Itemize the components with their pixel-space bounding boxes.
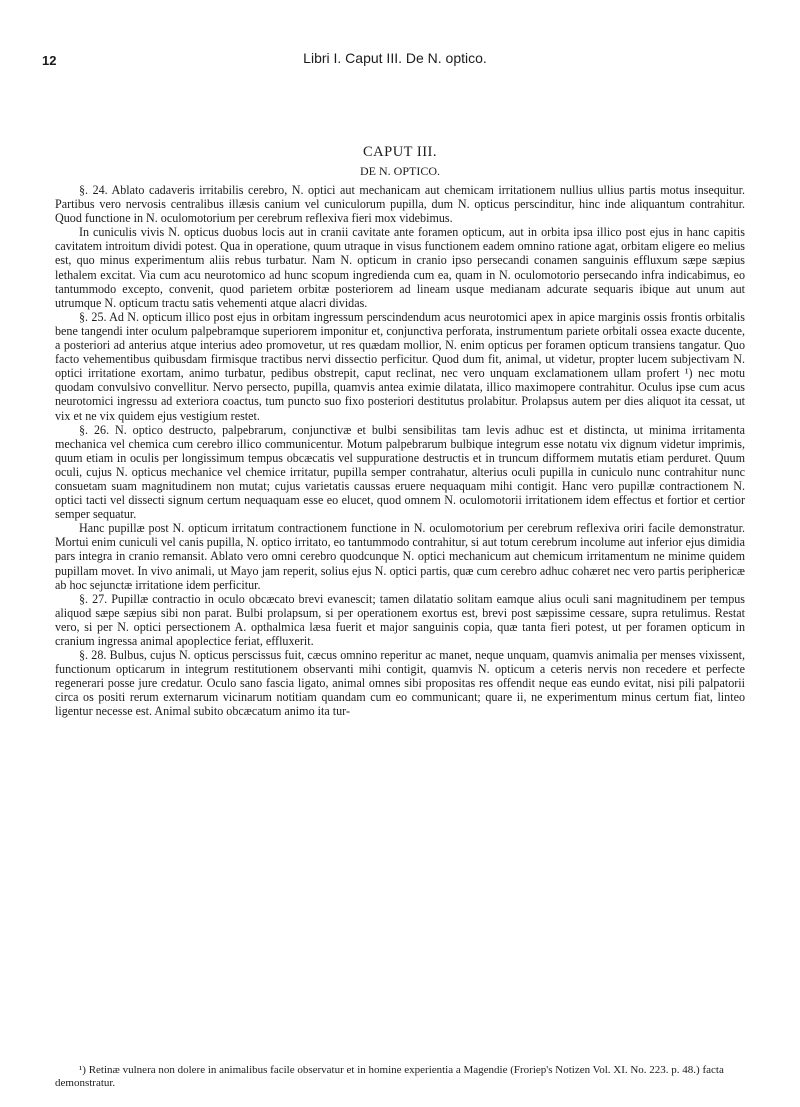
paragraph-26: §. 26. N. optico destructo, palpebrarum, conjunctivæ et bulbi sensibilitas tam levis adhuc est et distincta, ut minima irritamenta mechanica vel chemica cum cerebro illico communicentur. Motum palpebrarum bulbique integrum esse notatu vix dignum videtur imprimis, quum etiam in oculis per longissimum tempus obcæcatis vel suppuratione destructis et in truncum difformem mutatis etiam perduret. Quum oculi, cujus N. opticus mechanice vel chemice irritatur, pupilla semper contrahatur, alterius oculi pupilla in cuniculo nunc contrahitur nunc consuetam suam magnitudinem non mutat; cujus varietatis caussas eruere nequaquam mihi contigit. Hanc vero pupillæ contractionem N. optici tacti vel dissecti signum certum nequaquam esse eo elucet, quod omnem N. oculomotorii irritationem idem effectus et fortior et certior semper sequatur. <box>55 422 745 522</box>
page-number: 12 <box>42 53 57 68</box>
footnote-text: ¹) Retinæ vulnera non dolere in animalibus facile observatur et in homine experientia a Magendie (Froriep's Notizen Vol. XI. No. 223. p. 48.) facta demonstratur. <box>55 1064 724 1089</box>
chapter-subtitle: DE N. OPTICO. <box>360 164 440 178</box>
body-text <box>55 183 745 719</box>
paragraph-26-cont: Hanc pupillæ post N. opticum irritatum contractionem functione in N. oculomotorium per cerebrum reflexiva oriri facile demonstratur. Mortui enim cuniculi vel canis pupilla, N. optico irritato, eo tantummodo contrahitur, si aut totum cerebrum incolume aut inferior ejus dimidia pars integra in cranio remansit. Ablato vero omni cerebro quodcunque N. optici mechanicum aut chemicum irritamentum ne minime quidem pupillam movet. In vivo animali, ut Mayo jam reperit, solius ejus N. optici partis, quæ cum cerebro adhuc cohæret nec vero partis periphericæ ab hoc sejunctæ irritatione idem perficitur. <box>55 521 745 592</box>
paragraph-25: §. 25. Ad N. opticum illico post ejus in orbitam ingressum perscindendum acus neurotomici apex in apice marginis ossis frontis orbitalis bene tangendi inter oculum palpebramque superiorem imponitur et, conjunctiva perforata, instrumentum pariete orbitali ossea exacte ducente, a posteriori ad anterius atque interius adeo promovetur, ut res quædam mollior, N. enim opticus per foramen opticum transiens tangatur. Quo facto vehementibus quibusdam firmisque tractibus nervi dissectio perficitur. Quod dum fit, animal, ut videtur, propter lucem subjectivam N. optici irritatione exortam, animo turbatur, pedibus obstrepit, caput reclinat, nec vero unquam exclamationem ullam profert ¹) nec motu quodam convulsivo convellitur. Nervo persecto, pupilla, quamvis antea eximie dilatata, illico maximopere contrahitur. Oculus ipse cum acus neurotomici ingressu ad exteriora coactus, tum puncto suo fixo posteriori destitutus prolabitur. Prolapsus autem per dies aliquot ita cessat, ut vix et ne vix quidem ejus vestigium restet. <box>55 309 745 423</box>
paragraph-24: §. 24. Ablato cadaveris irritabilis cerebro, N. optici aut mechanicam aut chemicam irritationem nullius ullius partis motus insequitur. Partibus vero nervosis centralibus illæsis canium vel cuniculorum pupilla, dum N. opticus perscinditur, hinc inde aliquantum contrahitur. Quod functione in N. oculomotorium per cerebrum reflexiva fieri mox videbimus. <box>55 183 745 226</box>
page-header <box>42 50 748 72</box>
chapter-title: CAPUT III. <box>362 144 437 160</box>
footnote <box>55 1064 745 1090</box>
paragraph-27: §. 27. Pupillæ contractio in oculo obcæcato brevi evanescit; tamen dilatatio solitam eamque alius oculi sani magnitudinem per tempus aliquod sæpe sæpius sibi non parat. Bulbi prolapsum, si per operationem exortus est, brevi post sæpissime cessare, supra retulimus. Restat vero, si per N. optici persectionem A. opthalmica læsa fuerit et major sanguinis copia, quæ tanta fieri potest, ut per foramen opticum in cranium ingressa animal apoplectice feriat, effluxerit. <box>55 591 745 648</box>
running-title: Libri I. Caput III. De N. optico. <box>303 50 487 66</box>
paragraph-28: §. 28. Bulbus, cujus N. opticus perscissus fuit, cæcus omnino reperitur ac manet, neque unquam, quamvis animalia per menses vixissent, functionum opticarum in integrum restitutionem observanti mihi contigit, quamvis N. opticum a ceteris nervis non recedere et perfecte regenerari posse jure credatur. Oculo sano fascia ligato, animal omnes sibi propositas res offendit neque eas eundo evitat, nisi pili palpatorii circa os positi rerum externarum vicinarum notitiam quandam cum eo communicant; quare ii, ne experimentum minus certum fiat, linteo ligentur necesse est. Animal subito obcæcatum animo ita tur- <box>55 648 745 719</box>
paragraph-24-cont: In cuniculis vivis N. opticus duobus locis aut in cranii cavitate ante foramen opticum, aut in orbita ipsa illico post ejus in hanc capitis cavitatem introitum dividi potest. Qua in operatione, quum utraque in visus functionem eadem omnino ratione agat, orbitam eligere eo melius est, quo minus experimentum aliis rebus turbatur. Nam N. opticum in cranio ipso persecandi conamen sanguinis effluxum sæpe sæpius lethalem excitat. Via cum acu neurotomico ad hunc scopum ingredienda cum ea, quam in N. oculomotorio persecando infra indicabimus, eo tantummodo excepto, convenit, quod parietem orbitæ posteriorem ad lineam usque medianam adcurate sequaris ibique aut unum aut utrumque N. opticum tractu satis vehementi atque alacri dividas. <box>55 225 745 310</box>
